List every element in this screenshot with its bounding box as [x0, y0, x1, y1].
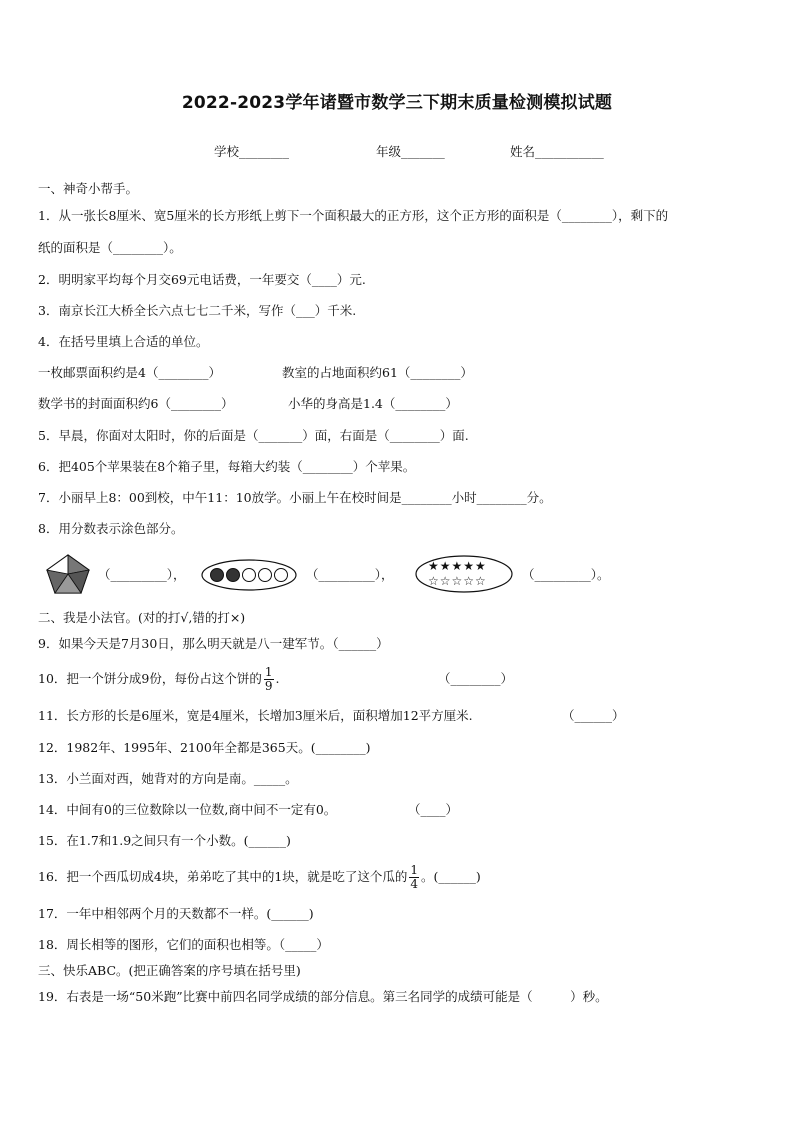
question-16	[38, 862, 481, 892]
question-1-line2: 纸的面积是（________）。	[38, 240, 182, 255]
question-18: 18．周长相等的图形，它们的面积也相等。（_____）	[38, 937, 329, 952]
question-6: 6．把405个苹果装在8个箱子里，每箱大约装（________）个苹果。	[38, 459, 416, 474]
question-8-blank-2[interactable]: （_________），	[306, 567, 394, 582]
question-11: 11．长方形的长是6厘米，宽是4厘米，长增加3厘米后，面积增加12平方厘米.	[38, 708, 473, 723]
question-16-text: 16．把一个西瓜切成4块，弟弟吃了其中的1块，就是吃了这个瓜的	[38, 869, 408, 884]
question-8-blank-1[interactable]: （_________），	[98, 567, 186, 582]
question-9: 9．如果今天是7月30日，那么明天就是八一建军节。（______）	[38, 636, 389, 651]
question-2: 2．明明家平均每个月交69元电话费，一年要交（____）元.	[38, 272, 366, 287]
question-4-item-4: 小华的身高是1.4（________）	[288, 396, 458, 411]
grade-field[interactable]: 年级_______	[376, 144, 445, 159]
filled-stars-row: ★★★★★	[428, 559, 487, 573]
question-5: 5．早晨，你面对太阳时，你的后面是（_______）面，右面是（________）面.	[38, 428, 469, 443]
question-14-blank[interactable]: （____）	[408, 802, 459, 817]
question-4-item-2: 教室的占地面积约61（________）	[282, 365, 473, 380]
question-15: 15．在1.7和1.9之间只有一个小数。(______)	[38, 833, 291, 848]
question-17: 17．一年中相邻两个月的天数都不一样。(______)	[38, 906, 314, 921]
question-13: 13．小兰面对西，她背对的方向是南。_____。	[38, 771, 298, 786]
question-10-text: 10．把一个饼分成9份，每份占这个饼的	[38, 671, 262, 686]
question-10	[38, 664, 279, 694]
fraction-one-ninth	[264, 666, 274, 693]
question-7: 7．小丽早上8：00到校，中午11：10放学。小丽上午在校时间是________小时________分。	[38, 490, 552, 505]
question-4: 4．在括号里填上合适的单位。	[38, 334, 209, 349]
question-10-period: .	[275, 671, 280, 686]
fraction-one-quarter	[409, 864, 419, 891]
question-10-blank[interactable]: （________）	[438, 671, 514, 686]
question-14: 14．中间有0的三位数除以一位数,商中间不一定有0。	[38, 802, 337, 817]
school-field[interactable]: 学校________	[214, 144, 290, 159]
fraction-numerator: 1	[410, 863, 418, 877]
empty-stars-row: ☆☆☆☆☆	[428, 574, 487, 588]
question-8: 8．用分数表示涂色部分。	[38, 521, 184, 536]
fraction-denominator: 9	[264, 679, 273, 693]
question-1-line1: 1．从一张长8厘米、宽5厘米的长方形纸上剪下一个面积最大的正方形，这个正方形的面积是（________），剩下的	[38, 208, 669, 223]
section-1-heading: 一、神奇小帮手。	[38, 181, 139, 196]
shaded-pentagon-figure	[44, 552, 92, 596]
section-2-heading: 二、我是小法官。(对的打√,错的打×)	[38, 610, 246, 625]
question-12: 12．1982年、1995年、2100年全都是365天。(________)	[38, 740, 371, 755]
question-4-item-1: 一枚邮票面积约是4（________）	[38, 365, 221, 380]
section-3-heading: 三、快乐ABC。(把正确答案的序号填在括号里)	[38, 963, 301, 978]
question-4-item-3: 数学书的封面面积约6（________）	[38, 396, 234, 411]
question-19: 19．右表是一场“50米跑”比赛中前四名同学成绩的部分信息。第三名同学的成绩可能是（ ）秒。	[38, 989, 608, 1004]
fraction-numerator: 1	[264, 665, 273, 679]
question-11-blank[interactable]: （______）	[562, 708, 625, 723]
name-field[interactable]: 姓名___________	[510, 144, 604, 159]
question-16-tail: 。(______)	[420, 869, 481, 884]
shaded-circles-figure	[200, 558, 298, 592]
question-3: 3．南京长江大桥全长六点七七二千米，写作（___）千米.	[38, 303, 357, 318]
fraction-denominator: 4	[410, 877, 418, 891]
page-title: 2022-2023学年诸暨市数学三下期末质量检测模拟试题	[181, 93, 613, 113]
question-8-blank-3[interactable]: （_________）。	[522, 567, 610, 582]
